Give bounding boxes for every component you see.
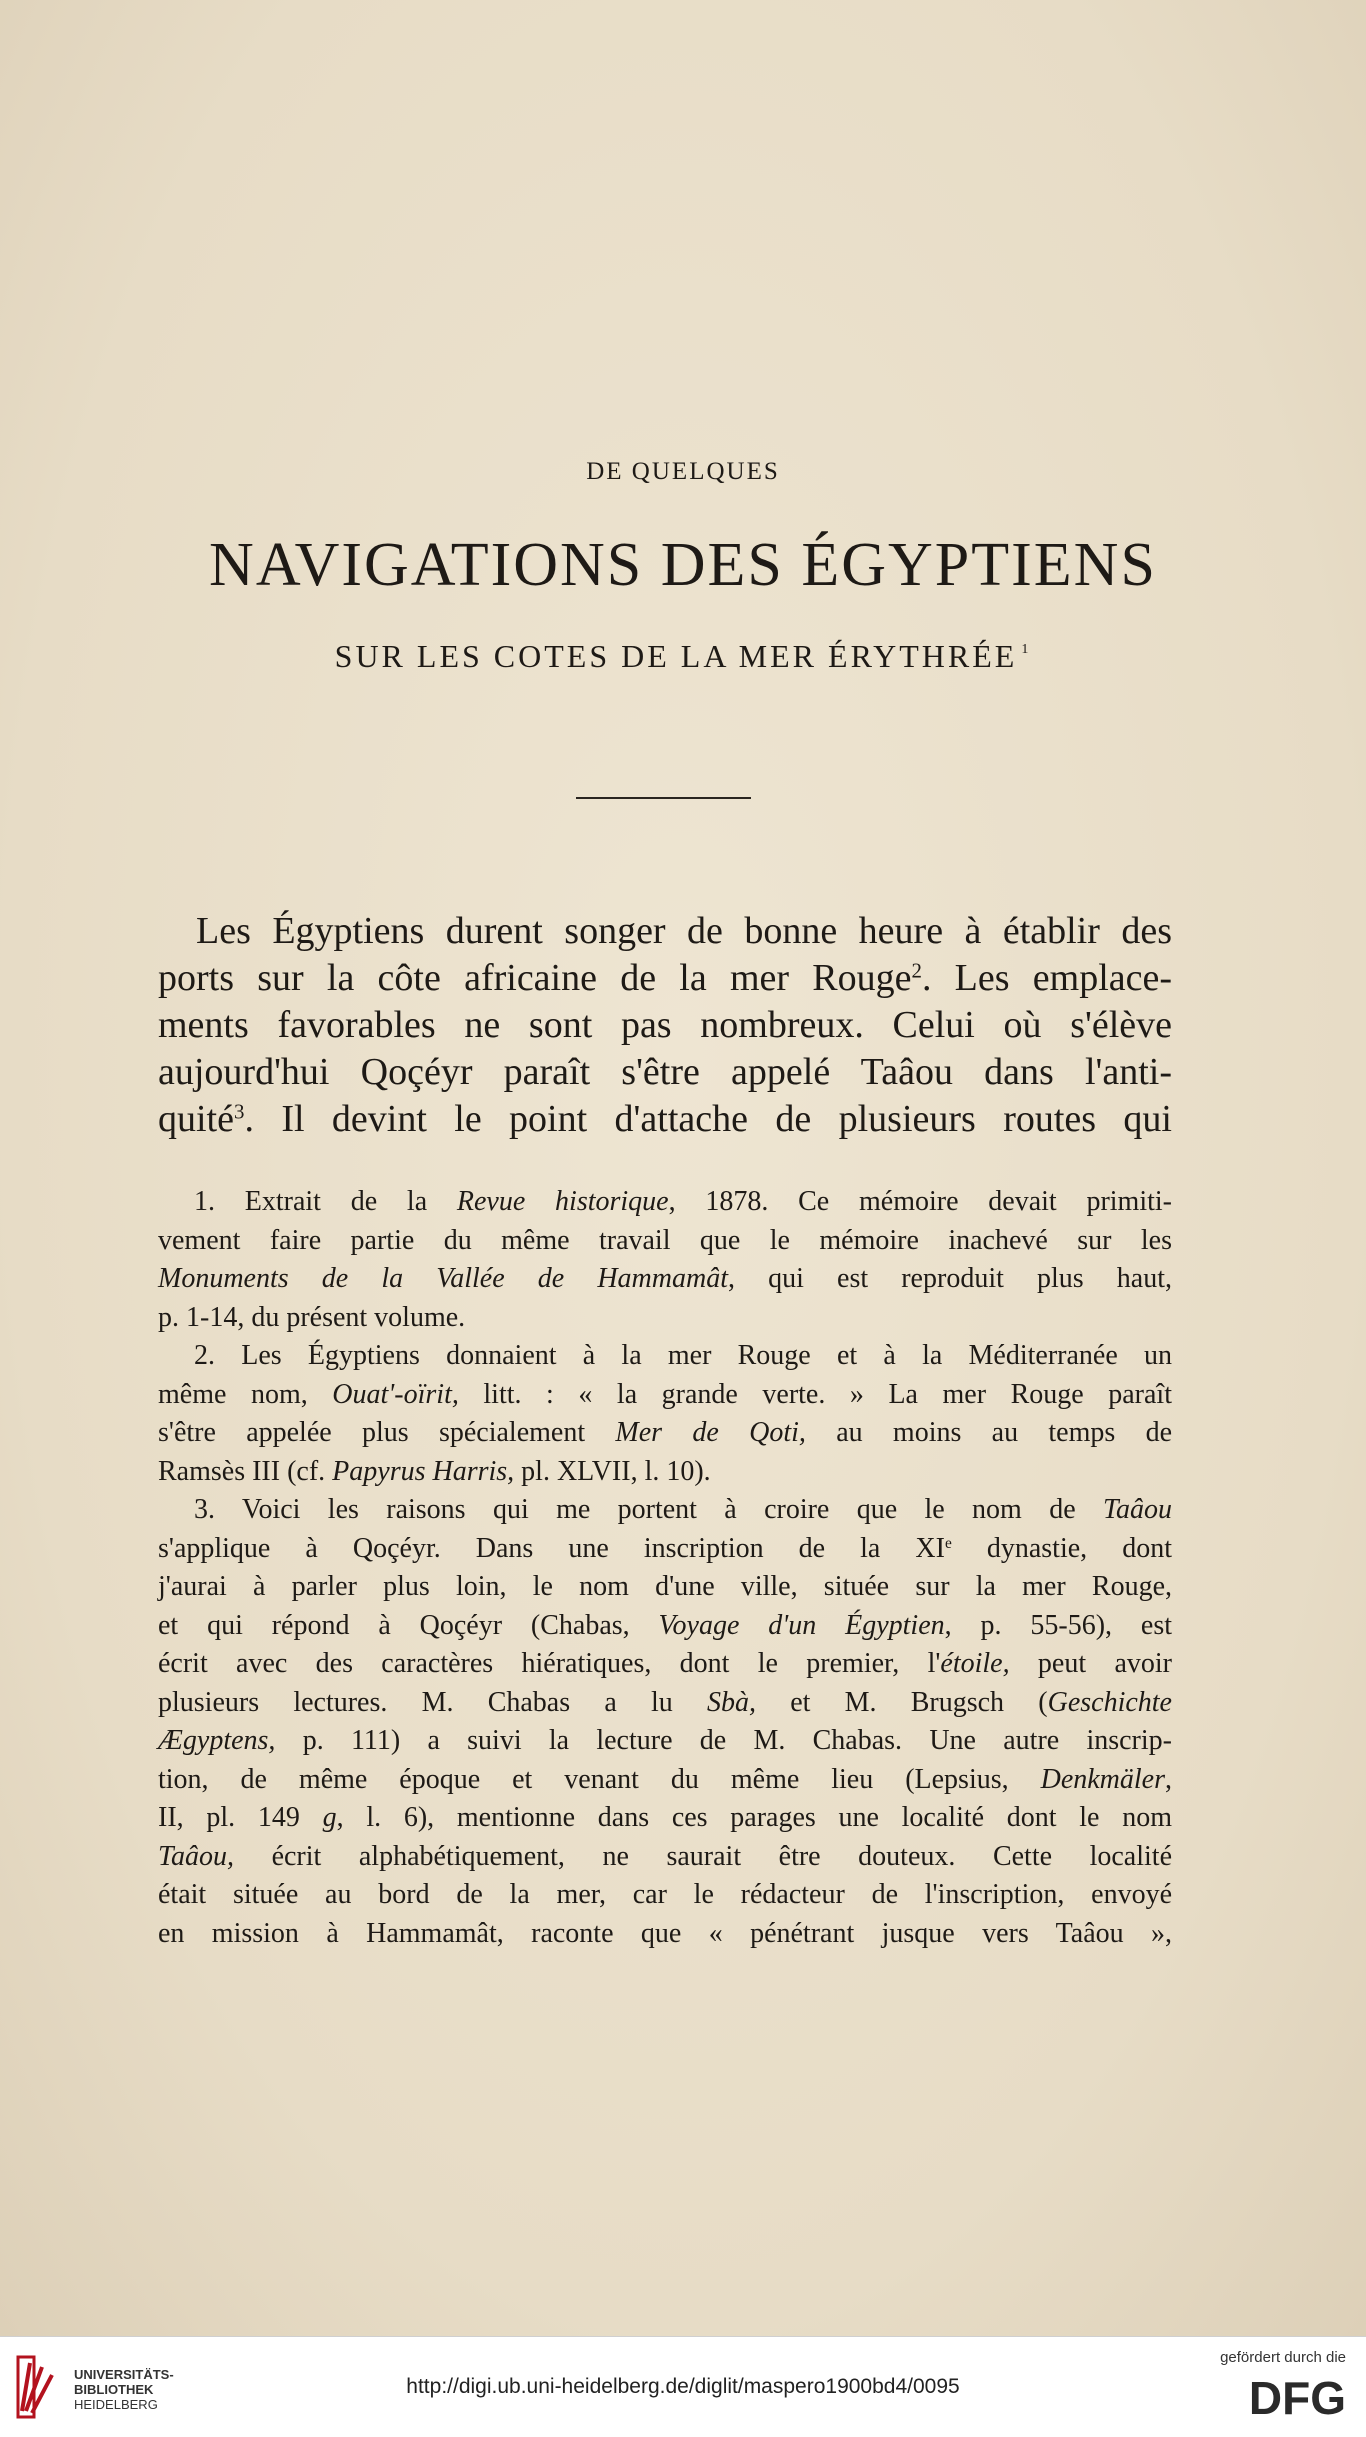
body-line: ports sur la côte africaine de la mer Rouge$^2$. Les emplace- (158, 957, 1173, 999)
footnotes (158, 1183, 1172, 1953)
viewer-footer (0, 2336, 1366, 2437)
footnote-line: s'applique à Qoçéyr. Dans une inscription de la XIe dynastie, dont (158, 1532, 1173, 1564)
footnote-line: écrit avec des caractères hiératiques, dont le premier, l'étoile, peut avoir (158, 1648, 1172, 1679)
library-name[interactable]: UNIVERSITÄTS- BIBLIOTHEK HEIDELBERG (74, 2367, 174, 2412)
footnote-line: Taâou, écrit alphabétiquement, ne saurait être douteux. Cette localité (158, 1840, 1172, 1872)
heading-small: DE QUELQUES (586, 458, 780, 485)
sponsor-block[interactable] (1196, 2349, 1346, 2418)
footnote-line: Monuments de la Vallée de Hammamât, qui est reproduit plus haut, (158, 1263, 1173, 1294)
sponsor-label: gefördert durch die (1220, 2349, 1346, 2366)
heading-sub-text: SUR LES COTES DE LA MER ÉRYTHRÉE (334, 638, 1018, 674)
svg-text:DFG: DFG (1248, 2374, 1346, 2418)
footnote-line: même nom, Ouat'-oïrit, litt. : « la grande verte. » La mer Rouge paraît (158, 1378, 1172, 1410)
footnote-line: j'aurai à parler plus loin, le nom d'une ville, située sur la mer Rouge, (158, 1571, 1172, 1602)
footnote-ref-3: 3 (233, 1099, 245, 1124)
footnote-line: tion, de même époque et venant du même lieu (Lepsius, Denkmäler, (158, 1763, 1172, 1795)
footnote-line: Ægyptens, p. 111) a suivi la lecture de M. Chabas. Une autre inscrip- (158, 1725, 1172, 1756)
footnote-line: était située au bord de la mer, car le rédacteur de l'inscription, envoyé (158, 1879, 1172, 1910)
footnote-line: et qui répond à Qoçéyr (Chabas, Voyage d'un Égyptien, p. 55-56), est (158, 1609, 1172, 1641)
body-line: ments favorables ne sont pas nombreux. Celui où s'élève (158, 1004, 1172, 1046)
permalink-url[interactable]: http://digi.ub.uni-heidelberg.de/diglit/maspero1900bd4/0095 (406, 2375, 960, 2398)
footnote-line: 3. Voici les raisons qui me portent à croire que le nom de Taâou (194, 1494, 1172, 1525)
body-line: quité$^3$. Il devint le point d'attache de plusieurs routes qui (158, 1098, 1172, 1140)
footnote-line: Ramsès III (cf. Papyrus Harris, pl. XLVII, l. 10). (158, 1455, 711, 1487)
footnote-line: s'être appelée plus spécialement Mer de Qoti, au moins au temps de (158, 1417, 1173, 1448)
heading-main: NAVIGATIONS DES ÉGYPTIENS (209, 531, 1157, 599)
footnote-line: plusieurs lectures. M. Chabas a lu Sbà, et M. Brugsch (Geschichte (158, 1686, 1172, 1718)
dfg-logo-icon (1216, 2374, 1346, 2418)
footnote-line: II, pl. 149 g, l. 6), mentionne dans ces parages une localité dont le nom (158, 1802, 1172, 1833)
body-line: Les Égyptiens durent songer de bonne heure à établir des (196, 910, 1172, 952)
footnote-ref-2: 2 (911, 958, 922, 983)
footnote-line: en mission à Hammamât, raconte que « pénétrant jusque vers Taâou », (158, 1917, 1172, 1949)
footnote-line: vement faire partie du même travail que le mémoire inachevé sur les (158, 1224, 1172, 1256)
body-paragraph (158, 908, 1172, 1143)
footnote-line: p. 1-14, du présent volume. (158, 1301, 466, 1333)
footnote-line: 2. Les Égyptiens donnaient à la mer Rouge et à la Méditerranée un (194, 1340, 1172, 1371)
footnote-ref-1: 1 (1021, 642, 1032, 657)
section-divider (576, 797, 751, 799)
body-line: aujourd'hui Qoçéyr paraît s'être appelé Taâou dans l'anti- (158, 1051, 1172, 1093)
heading-sub (0, 638, 1366, 675)
footnote-line: 1. Extrait de la Revue historique, 1878. Ce mémoire devait primiti- (194, 1186, 1173, 1217)
